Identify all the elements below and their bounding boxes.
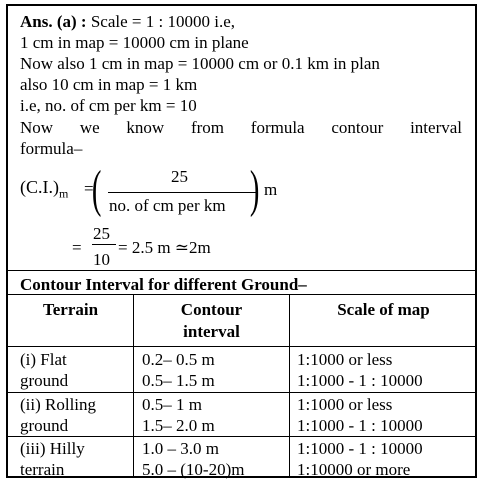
answer-line-5: i.e, no. of cm per km = 10 [20, 96, 197, 115]
word: Now [20, 118, 54, 137]
answer-line-4: also 10 cm in map = 1 km [20, 75, 198, 94]
formula-numerator: 25 [171, 167, 188, 186]
row-border [8, 346, 475, 347]
table-top-border [8, 270, 475, 271]
answer-box [6, 4, 477, 478]
step-denominator: 10 [93, 250, 110, 269]
row2-scale-1: 1:1000 or less [297, 395, 393, 414]
row3-interval-1: 1.0 – 3.0 m [142, 439, 219, 458]
scale-statement: Scale = 1 : 10000 i.e, [90, 12, 235, 31]
answer-line-3: Now also 1 cm in map = 10000 cm or 0.1 km in plan [20, 54, 380, 73]
word: from [190, 118, 225, 137]
ci-symbol: (C.I.) [20, 177, 59, 197]
row2-terrain-1: (ii) Rolling [20, 395, 97, 414]
formula-denominator: no. of cm per km [109, 196, 226, 215]
row3-scale-2: 1:10000 or more [297, 460, 411, 479]
ci-subscript: m [59, 186, 69, 201]
row-border [8, 436, 475, 437]
answer-label: Ans. (a) : [20, 12, 87, 31]
row3-terrain-2: terrain [20, 460, 65, 479]
step-numerator: 25 [93, 224, 110, 243]
fraction-bar [108, 192, 256, 193]
step-fraction-bar [92, 244, 116, 245]
left-paren: ( [91, 161, 102, 218]
table-title: Contour Interval for different Ground– [20, 275, 307, 294]
formula-intro-end: formula– [20, 139, 83, 158]
word: interval [410, 118, 462, 137]
word: we [79, 118, 100, 137]
row2-scale-2: 1:1000 - 1 : 10000 [297, 416, 423, 435]
row-border [8, 392, 475, 393]
word: contour [331, 118, 384, 137]
row3-terrain-1: (iii) Hilly [20, 439, 85, 458]
row3-scale-1: 1:1000 - 1 : 10000 [297, 439, 423, 458]
row1-scale-1: 1:1000 or less [297, 350, 393, 369]
right-paren: ) [249, 161, 260, 218]
answer-line-2: 1 cm in map = 10000 cm in plane [20, 33, 249, 52]
header-top-border [8, 294, 475, 295]
word: know [126, 118, 165, 137]
row2-interval-1: 0.5– 1 m [142, 395, 202, 414]
row1-interval-1: 0.2– 0.5 m [142, 350, 215, 369]
step-result: = 2.5 m ≃2m [118, 238, 211, 257]
row2-interval-2: 1.5– 2.0 m [142, 416, 215, 435]
row2-terrain-2: ground [20, 416, 69, 435]
step-equals: = [72, 238, 82, 257]
formula-unit: m [264, 180, 278, 199]
header-scale: Scale of map [337, 300, 430, 319]
row1-terrain-2: ground [20, 371, 69, 390]
row1-terrain-1: (i) Flat [20, 350, 67, 369]
answer-line-1 [20, 12, 235, 31]
column-divider-2 [289, 294, 290, 478]
header-interval-line2: interval [183, 322, 240, 341]
row1-interval-2: 0.5– 1.5 m [142, 371, 215, 390]
header-interval-line1: Contour [180, 300, 243, 319]
row1-scale-2: 1:1000 - 1 : 10000 [297, 371, 423, 390]
formula-lhs [20, 178, 68, 204]
header-terrain: Terrain [42, 300, 99, 319]
formula-intro [20, 118, 462, 137]
formula-equals: = [84, 179, 94, 198]
row3-interval-2: 5.0 – (10-20)m [142, 460, 245, 479]
word: formula [250, 118, 305, 137]
